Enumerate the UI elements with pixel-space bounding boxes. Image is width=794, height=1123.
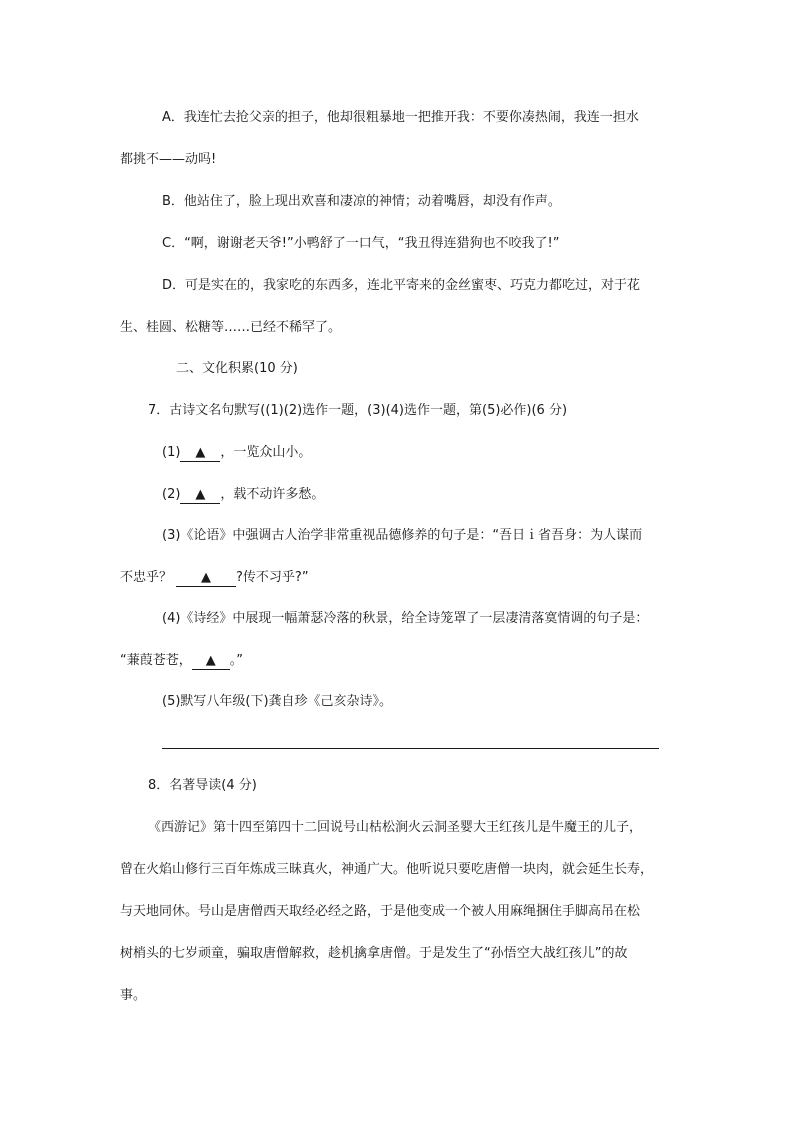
option-d-line2: 生、桂圆、松糖等……已经不稀罕了。 (120, 320, 342, 335)
q7-part2-prefix: (2) (162, 487, 181, 502)
q8-passage-line1: 《西游记》第十四至第四十二回说号山枯松涧火云洞圣婴大王红孩儿是牛魔王的儿子， (148, 820, 643, 835)
q7-part4-line2 (120, 652, 243, 670)
answer-blank[interactable]: ▲ (192, 653, 230, 670)
q7-part1-prefix: (1) (162, 445, 181, 460)
answer-blank[interactable]: ▲ (180, 445, 220, 462)
q8-passage-line4: 树梢头的七岁顽童，骗取唐僧解救，趁机擒拿唐僧。于是发生了“孙悟空大战红孩儿”的故 (120, 946, 628, 961)
q8-title: 8．名著导读(4 分) (148, 778, 257, 793)
q8-passage-line2: 曾在火焰山修行三百年炼成三昧真火，神通广大。他听说只要吃唐僧一块肉，就会延生长寿， (120, 862, 654, 877)
q7-part4-suffix: 。” (229, 653, 243, 668)
q8-passage-line5: 事。 (120, 988, 147, 1003)
q7-part1-suffix: ，一览众山小。 (220, 445, 312, 460)
q7-part3-prefix: 不忠乎？ (120, 570, 173, 585)
poem-answer-line[interactable] (162, 748, 659, 749)
option-d-line1: D．可是实在的，我家吃的东西多，连北平寄来的金丝蜜枣、巧克力都吃过，对于花 (162, 278, 641, 293)
section-heading: 二、文化积累(10 分) (176, 361, 298, 376)
q7-part3-suffix: ?传不习乎?” (236, 570, 309, 585)
answer-blank[interactable]: ▲ (180, 487, 220, 504)
q7-part5: (5)默写八年级(下)龚自珍《己亥杂诗》。 (162, 694, 393, 709)
option-a-line2: 都挑不——动吗! (120, 152, 217, 167)
option-c: C．“啊，谢谢老天爷!”小鸭舒了一口气，“我丑得连猎狗也不咬我了!” (162, 236, 560, 251)
q7-title: 7．古诗文名句默写((1)(2)选作一题，(3)(4)选作一题，第(5)必作)(6 分) (148, 403, 568, 418)
q7-part2-suffix: ，载不动许多愁。 (220, 487, 325, 502)
q7-part1 (162, 444, 311, 462)
q7-part4-prefix: “蒹葭苍苍， (120, 653, 192, 668)
q8-passage-line3: 与天地同休。号山是唐僧西天取经必经之路，于是他变成一个被人用麻绳捆住手脚高吊在松 (120, 904, 641, 919)
q7-part2 (162, 486, 324, 504)
answer-blank[interactable]: ▲ (176, 570, 236, 587)
option-b: B．他站住了，脸上现出欢喜和凄凉的神情；动着嘴唇，却没有作声。 (162, 194, 561, 209)
q7-part4-line1: (4)《诗经》中展现一幅萧瑟冷落的秋景，给全诗笼罩了一层凄清落寞情调的句子是： (162, 611, 649, 626)
option-a-line1: A．我连忙去抢父亲的担子，他却很粗暴地一把推开我：不要你凑热闹，我连一担水 (162, 110, 639, 125)
q7-part3-line2 (120, 569, 309, 587)
q7-part3-line1: (3)《论语》中强调古人治学非常重视品德修养的句子是：“吾日ｉ省吾身：为人谋而 (162, 528, 643, 543)
